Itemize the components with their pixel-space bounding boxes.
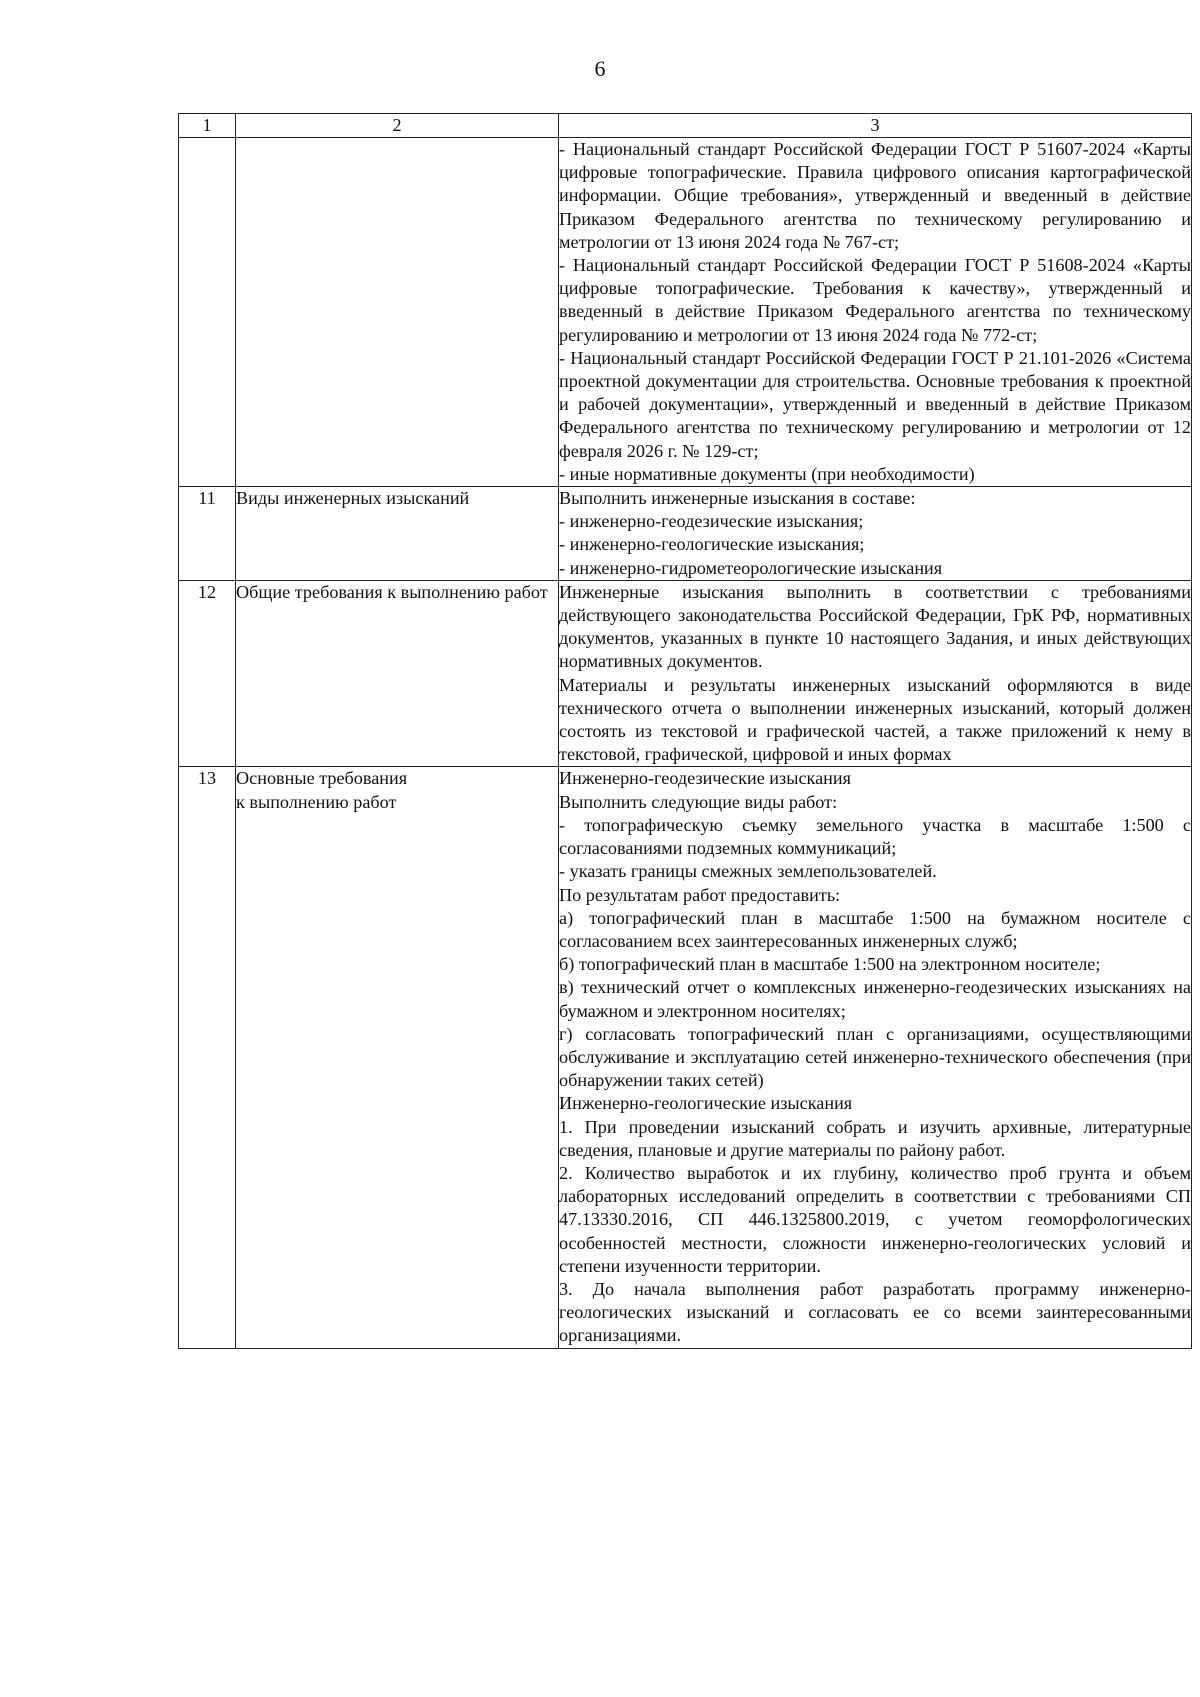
row-number: 12 [179, 580, 236, 767]
header-col-3: 3 [559, 114, 1192, 138]
row-name: Виды инженерных изысканий [236, 487, 559, 581]
paragraph: Инженерные изыскания выполнить в соответствии с требованиями действующего законодательства Российской Федерации, ГрК РФ, нормативных документов, указанных в пункте 10 настоящего Задания, и иных действующих нормативных документов. [559, 581, 1191, 672]
paragraph: - Национальный стандарт Российской Федерации ГОСТ Р 51608-2024 «Карты цифровые топографические. Требования к качеству», утвержденный и введенный в действие Приказом Федерального агентства по техническому регулированию и метрологии от 13 июня 2024 года № 772-ст; [559, 255, 1191, 345]
paragraph: а) топографический план в масштабе 1:500 на бумажном носителе с согласованием всех заинтересованных инженерных служб; [559, 907, 1191, 951]
paragraph: в) технический отчет о комплексных инженерно-геодезических изысканиях на бумажном и электронном носителях; [559, 977, 1191, 1021]
row-content [559, 487, 1192, 581]
paragraph: г) согласовать топографический план с организациями, осуществляющими обслуживание и эксплуатацию сетей инженерно-технического обеспечения (при обнаружении таких сетей) [559, 1023, 1191, 1091]
header-col-2: 2 [236, 114, 559, 138]
row-number [179, 138, 236, 487]
paragraph: - инженерно-геодезические изыскания; [559, 511, 864, 532]
requirements-table [178, 113, 1192, 1349]
row-name [236, 767, 559, 1348]
row-content [559, 580, 1192, 767]
row-name-line: Основные требования [236, 768, 408, 789]
paragraph: - Национальный стандарт Российской Федерации ГОСТ Р 21.101-2026 «Система проектной документации для строительства. Основные требования к проектной и рабочей документации», утвержденный и введенный в действие Приказом Федерального агентства по техническому регулированию и метрологии от 12 февраля 2026 г. № 129-ст; [559, 347, 1191, 461]
paragraph: - указать границы смежных землепользователей. [559, 861, 937, 882]
paragraph: Материалы и результаты инженерных изысканий оформляются в виде технического отчета о выполнении инженерных изысканий, который должен состоять из текстовой и графической частей, а также приложений к нему в текстовой, графической, цифровой и иных формах [559, 674, 1191, 765]
row-number: 11 [179, 487, 236, 581]
table-row [179, 138, 1192, 487]
table-row [179, 487, 1192, 581]
paragraph: 2. Количество выработок и их глубину, количество проб грунта и объем лабораторных исследований определить в соответствии с требованиями СП 47.13330.2016, СП 446.1325800.2019, с учетом геоморфологических особенностей местности, сложности инженерно-геологических условий и степени изученности территории. [559, 1162, 1191, 1276]
paragraph: - инженерно-гидрометеорологические изыскания [559, 557, 943, 578]
header-col-1: 1 [179, 114, 236, 138]
paragraph: - Национальный стандарт Российской Федерации ГОСТ Р 51607-2024 «Карты цифровые топографические. Правила цифрового описания картографической информации. Общие требования», утвержденный и введенный в действие Приказом Федерального агентства по техническому регулированию и метрологии от 13 июня 2024 года № 767-ст; [559, 139, 1191, 252]
paragraph: - иные нормативные документы (при необходимости) [559, 463, 975, 484]
row-content [559, 767, 1192, 1348]
paragraph: - инженерно-геологические изыскания; [559, 534, 865, 555]
row-content [559, 138, 1192, 487]
paragraph: Выполнить следующие виды работ: [559, 791, 838, 812]
paragraph: 1. При проведении изысканий собрать и изучить архивные, литературные сведения, плановые и другие материалы по району работ. [559, 1116, 1191, 1160]
row-name-line: к выполнению работ [236, 791, 397, 812]
row-name: Общие требования к выполнению работ [236, 580, 559, 767]
paragraph: - топографическую съемку земельного участка в масштабе 1:500 с согласованиями подземных коммуникаций; [559, 814, 1191, 859]
paragraph: б) топографический план в масштабе 1:500 на электронном носителе; [559, 954, 1101, 975]
row-number: 13 [179, 767, 236, 1348]
section-heading: Инженерно-геодезические изыскания [559, 768, 851, 789]
paragraph: Выполнить инженерные изыскания в составе: [559, 488, 916, 509]
row-name [236, 138, 559, 487]
table-header-row [179, 114, 1192, 138]
table-row [179, 580, 1192, 767]
paragraph: По результатам работ предоставить: [559, 884, 841, 905]
paragraph: 3. До начала выполнения работ разработать программу инженерно-геологических изысканий и согласовать ее со всеми заинтересованными организациями. [559, 1278, 1191, 1346]
page-number: 6 [594, 56, 606, 81]
table-row [179, 767, 1192, 1348]
section-heading: Инженерно-геологические изыскания [559, 1093, 853, 1114]
